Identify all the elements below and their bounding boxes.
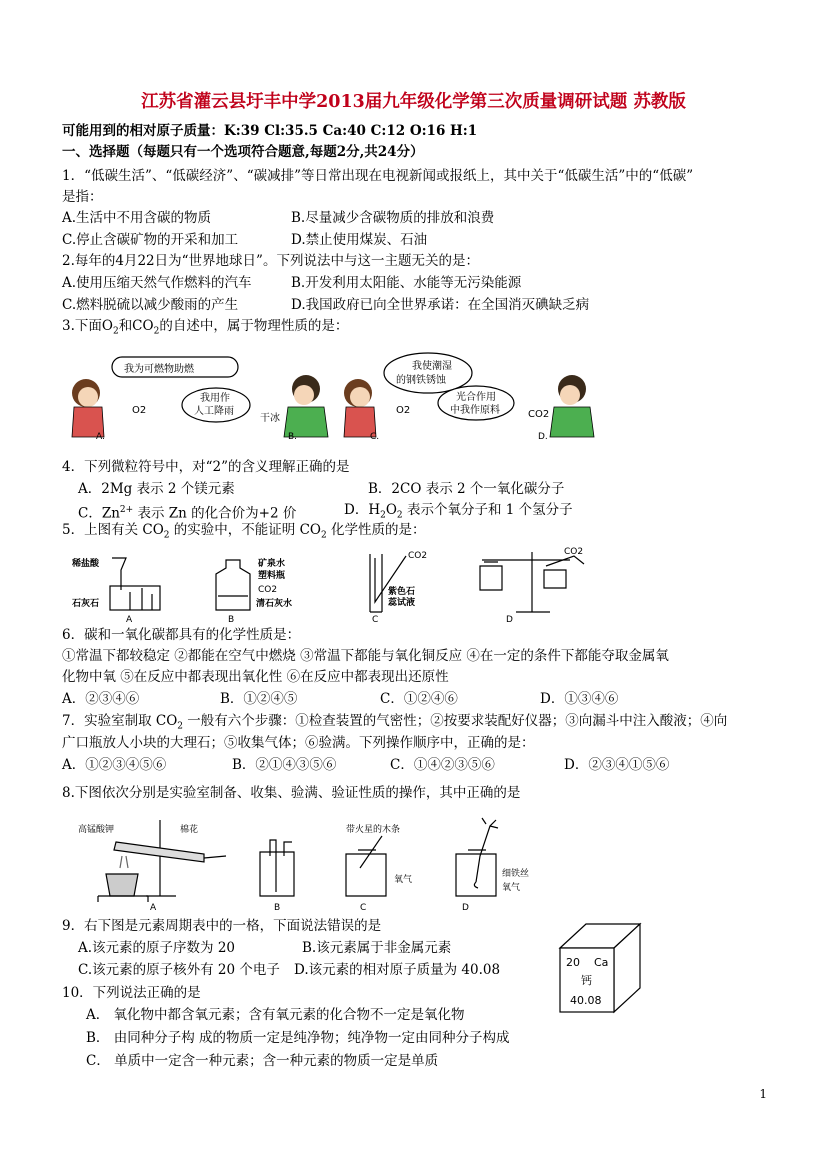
q8-oxygen-d-label: 氧气 (502, 883, 521, 893)
q8-oxygen-c-label: 氧气 (394, 875, 413, 885)
q9-option-a: A.该元素的原子序数为 20 (78, 940, 236, 956)
q5-litmus-label2: 蕊试液 (388, 598, 416, 608)
q3-bubble-d1: 光合作用 (456, 392, 496, 403)
q3-co2-d: CO2 (528, 409, 550, 420)
q6-option-a: A．②③④⑥ (62, 691, 140, 707)
q1-option-d: D.禁止使用煤炭、石油 (291, 232, 428, 248)
q8-illustration (76, 812, 546, 912)
q5-co2-c-label: CO2 (408, 551, 428, 561)
q9-option-b: B.该元素属于非金属元素 (302, 940, 452, 956)
page-number: 1 (759, 1087, 767, 1101)
q1-option-b: B.尽量减少含碳物质的排放和浪费 (291, 210, 495, 226)
q1-stem-line2: 是指： (62, 189, 103, 205)
q9-stem: 9．右下图是元素周期表中的一格，下面说法错误的是 (62, 918, 382, 934)
q5-acid-label: 稀盐酸 (72, 559, 100, 569)
q5-limestone-label: 石灰石 (72, 599, 100, 609)
page-title: 江苏省灌云县圩丰中学2013届九年级化学第三次质量调研试题 苏教版 (141, 92, 686, 112)
q3-option-d: D. (538, 432, 548, 442)
q5-limewater-label: 清石灰水 (256, 599, 293, 609)
element-symbol: Ca (594, 956, 609, 969)
q5-label-a: A (126, 615, 133, 624)
q2-stem: 2.每年的4月22日为“世界地球日”。下列说法中与这一主题无关的是： (62, 253, 479, 269)
atomic-masses: 可能用到的相对原子质量：K:39 Cl:35.5 Ca:40 C:12 O:16 H:1 (62, 123, 478, 139)
q10-option-c: C． 单质中一定含一种元素；含一种元素的物质一定是单质 (86, 1053, 439, 1069)
q5-apparatus-d (480, 547, 584, 624)
q2-option-a: A.使用压缩天然气作燃料的汽车 (62, 275, 252, 291)
q8-stick-label: 带火星的木条 (346, 825, 401, 835)
q5-label-c: C (372, 615, 379, 624)
q3-option-c: C. (370, 432, 380, 442)
q5-apparatus-c (370, 551, 427, 624)
q5-co2-d-label: CO2 (564, 547, 584, 557)
q8-kmno4-label: 高锰酸钾 (78, 825, 115, 835)
q10-option-a: A． 氧化物中都含氧元素；含有氧元素的化合物不一定是氧化物 (86, 1007, 465, 1023)
periodic-table-cell (556, 918, 646, 1018)
q3-option-a: A. (96, 432, 105, 442)
element-mass: 40.08 (570, 994, 602, 1007)
q4-option-a: A．2Mg 表示 2 个镁元素 (78, 481, 235, 497)
q3-o2-a: O2 (132, 405, 147, 416)
q1-stem-line1: 1．“低碳生活”、“低碳经济”、“碳减排”等日常出现在电视新闻或报纸上，其中关于“低碳生活”中的“低碳” (62, 168, 694, 184)
q7-line2: 广口瓶放人小块的大理石；⑤收集气体；⑥验满。下列操作顺序中，正确的是： (62, 735, 535, 751)
q3-bubble-c1: 我使潮湿 (412, 361, 452, 372)
q3-o2-c: O2 (396, 405, 411, 416)
q3-bubble-b2: 人工降雨 (194, 406, 234, 417)
q3-option-b: B. (288, 432, 298, 442)
q10-option-b: B． 由同种分子构 成的物质一定是纯净物；纯净物一定由同种分子构成 (86, 1030, 510, 1046)
q3-dryice: 干冰 (260, 413, 280, 424)
q9-option-c: C.该元素的原子核外有 20 个电子 (78, 962, 280, 978)
q5-apparatus-b (216, 557, 292, 624)
q8-label-c: C (360, 903, 367, 912)
q6-line1: ①常温下都较稳定 ②都能在空气中燃烧 ③常温下都能与氧化铜反应 ④在一定的条件下都能夺取金属氧 (62, 648, 669, 664)
q2-option-c: C.燃料脱硫以减少酸雨的产生 (62, 297, 239, 313)
q4-option-d: D．$H_2O_2$ 表示个氧分子和 1 个氢分子 (344, 502, 573, 521)
q1-option-a: A.生活中不用含碳的物质 (62, 210, 212, 226)
q6-stem: 6．碳和一氧化碳都具有的化学性质是： (62, 627, 301, 643)
q7-option-b: B．②①④③⑤⑥ (232, 757, 337, 773)
q3-bubble-b1: 我用作 (200, 393, 230, 404)
element-number: 20 (566, 956, 580, 969)
q8-label-d: D (462, 903, 469, 912)
q8-wire-label: 细铁丝 (502, 869, 530, 879)
q5-co2-b-label: CO2 (258, 585, 278, 595)
q7-option-a: A．①②③④⑤⑥ (62, 757, 167, 773)
q6-option-d: D．①③④⑥ (540, 691, 619, 707)
q3-illustration (66, 345, 636, 445)
q10-stem: 10．下列说法正确的是 (62, 985, 201, 1001)
q3-stem: 3.下面$O_2$和$CO_2$的自述中，属于物理性质的是： (62, 318, 349, 337)
q5-bottle-label: 塑料瓶 (258, 571, 286, 581)
q8-apparatus-a (78, 820, 226, 912)
element-name: 钙 (581, 974, 592, 987)
q8-stem: 8.下图依次分别是实验室制备、收集、验满、验证性质的操作，其中正确的是 (62, 785, 521, 801)
q7-line1: 7．实验室制取 $CO_2$ 一般有六个步骤：①检查装置的气密性；②按要求装配好仪器；③向漏斗中注入酸液；④向 (62, 713, 728, 732)
q1-option-c: C.停止含碳矿物的开采和加工 (62, 232, 239, 248)
q8-apparatus-d (456, 818, 529, 912)
q5-label-b: B (228, 615, 235, 624)
q6-option-c: C．①②④⑥ (380, 691, 458, 707)
section-heading: 一、选择题（每题只有一个选项符合题意,每题2分,共24分） (62, 144, 424, 160)
q7-option-d: D．②③④①⑤⑥ (564, 757, 670, 773)
q7-option-c: C．①④②③⑤⑥ (390, 757, 495, 773)
q8-apparatus-b (260, 840, 294, 912)
q4-stem: 4．下列微粒符号中，对“2”的含义理解正确的是 (62, 459, 350, 475)
q2-option-d: D.我国政府已向全世界承诺：在全国消灭碘缺乏病 (291, 297, 590, 313)
q8-apparatus-c (346, 823, 412, 912)
q4-option-b: B．2CO 表示 2 个一氧化碳分子 (368, 481, 565, 497)
q5-apparatus-a (71, 557, 160, 624)
q2-option-b: B.开发利用太阳能、水能等无污染能源 (291, 275, 522, 291)
q5-stem: 5．上图有关 $CO_2$ 的实验中，不能证明 $CO_2$ 化学性质的是： (62, 522, 426, 541)
q9-option-d: D.该元素的相对原子质量为 40.08 (294, 962, 501, 978)
q8-label-a: A (150, 903, 157, 912)
q5-water-label: 矿泉水 (258, 559, 286, 569)
q3-bubble-d2: 中我作原料 (450, 405, 500, 416)
q5-label-d: D (506, 615, 513, 624)
q3-figure-b (182, 375, 328, 442)
q8-cotton-label: 棉花 (180, 825, 199, 835)
q5-litmus-label1: 紫色石 (388, 587, 416, 597)
q3-bubble-a: 我为可燃物助燃 (124, 364, 194, 375)
q8-label-b: B (274, 903, 281, 912)
q5-illustration (70, 542, 590, 624)
q6-option-b: B．①②④⑤ (220, 691, 298, 707)
q6-line2: 化物中氧 ⑤在反应中都表现出氧化性 ⑥在反应中都表现出还原性 (62, 669, 449, 685)
q3-bubble-c2: 的钢铁锈蚀 (396, 375, 446, 386)
q4-option-c: C．$Zn^{2+}$ 表示 Zn 的化合价为+2 价 (78, 505, 297, 522)
